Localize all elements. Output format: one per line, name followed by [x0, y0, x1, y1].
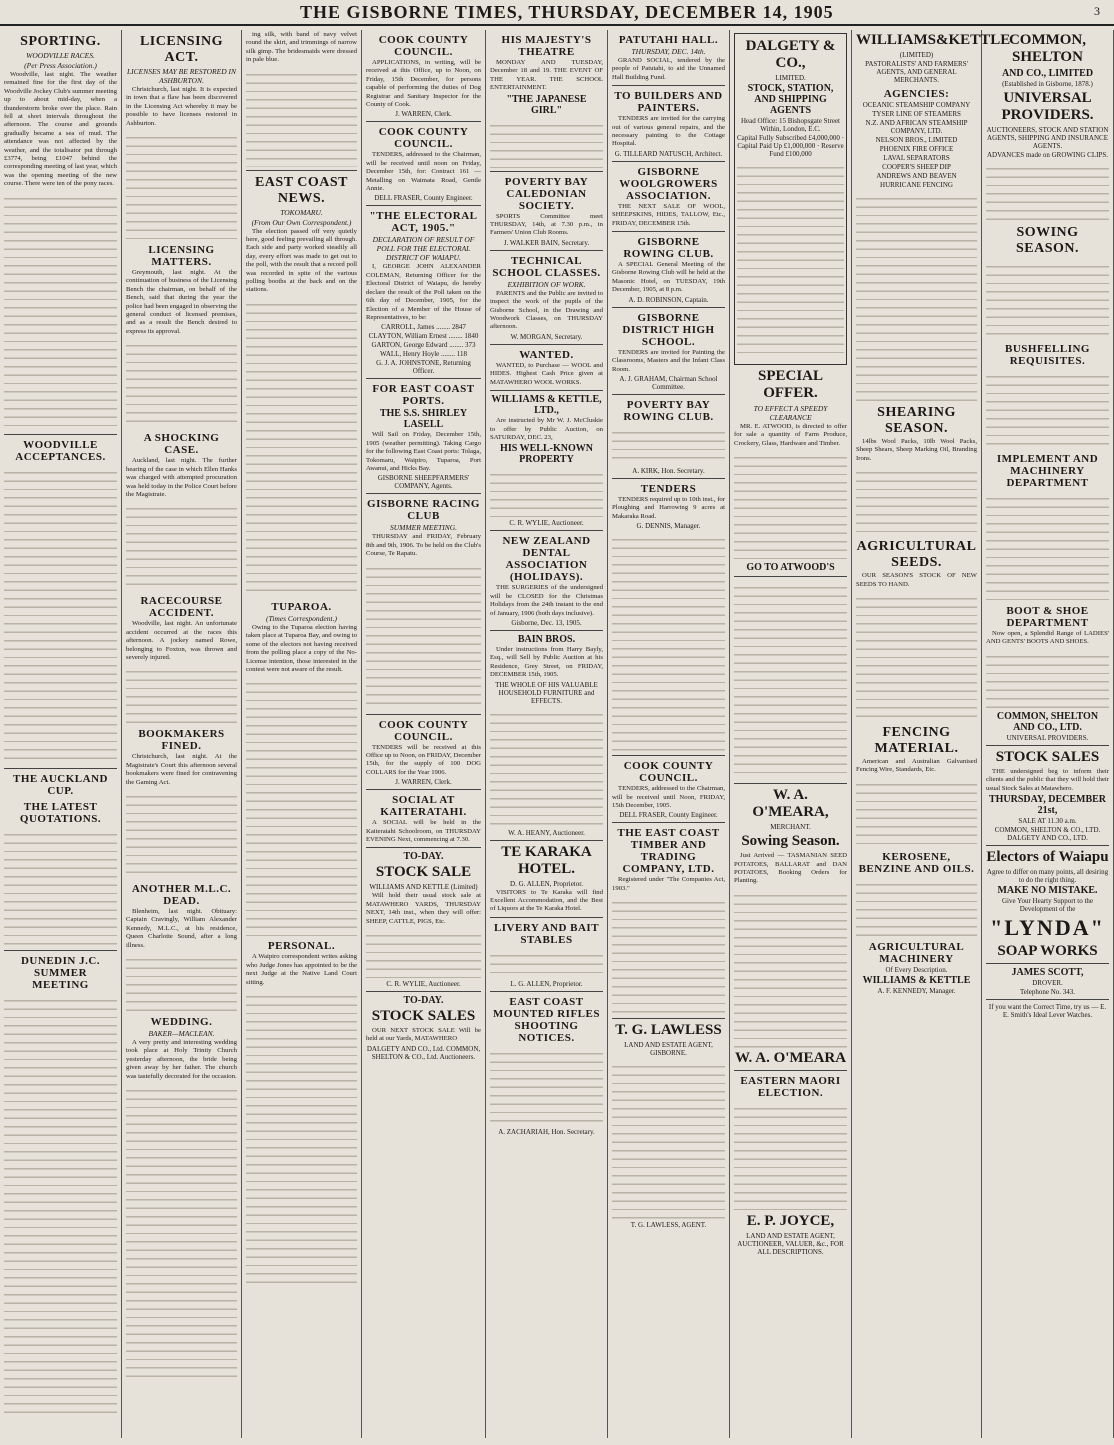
- electors-body: Agree to differ on many points, all desiring to do the right thing.: [986, 868, 1109, 885]
- east-coast-ports-title: FOR EAST COAST PORTS.: [372, 383, 475, 408]
- scott-title: JAMES SCOTT,: [1011, 967, 1084, 979]
- bookmakers-heading: BOOKMAKERS FINED.: [138, 728, 225, 753]
- column-notices: [362, 30, 486, 1438]
- electoral-act-body: I, GEORGE JOHN ALEXANDER COLEMAN, Returning Officer for the Electoral District of Waiapu, do hereby declare the result of the Poll taken on the 6th day of December, 1905, for the Election of a Member of the House of Representatives, to be:: [366, 263, 481, 321]
- ship-name: THE S.S. SHIRLEY LASELL: [379, 408, 468, 431]
- east-coast-news-heading: EAST COAST NEWS.: [254, 174, 349, 206]
- universal-providers-body: AUCTIONEERS, STOCK AND STATION AGENTS, SHIPPING AND INSURANCE AGENTS.: [986, 126, 1109, 150]
- cook-county-tender-sign: DELL FRASER, County Engineer.: [374, 194, 473, 203]
- machinery-subtitle: Of Every Description.: [885, 965, 948, 974]
- theatre-body: MONDAY AND TUESDAY, December 18 and 19. THE EVENT OF THE YEAR. THE SCHOOL ENTERTAINMENT.: [490, 59, 603, 92]
- special-offer-subtitle: TO EFFECT A SPEEDY CLEARANCE: [753, 404, 828, 422]
- quotations-text: [4, 827, 117, 947]
- dalgety-line: STOCK, STATION, AND SHIPPING AGENTS: [747, 83, 834, 116]
- personal-heading: PERSONAL.: [267, 940, 336, 953]
- shearing-text: [856, 465, 977, 535]
- agency-item: OCEANIC STEAMSHIP COMPANY: [862, 101, 971, 109]
- bushfelling-title: BUSHFELLING REQUISITES.: [1005, 343, 1090, 367]
- licensing-subheading: LICENSES MAY BE RESTORED IN ASHBURTON.: [126, 67, 237, 85]
- racing-programme-text: [366, 561, 481, 711]
- tokomaru-text: [246, 297, 357, 597]
- cs-sowing-text: [986, 259, 1109, 339]
- race-results-text: [4, 191, 117, 431]
- mlc-dead-heading: ANOTHER M.L.C. DEAD.: [131, 882, 232, 907]
- tenders-title: TENDERS: [640, 482, 697, 495]
- cook-council-title: COOK COUNTY COUNCIL.: [623, 760, 714, 785]
- column-sporting: [0, 30, 122, 1438]
- racing-club-subtitle: SUMMER MEETING.: [389, 523, 458, 533]
- omeara-text: [734, 888, 847, 1048]
- stock-sale-today: TO-DAY.: [403, 851, 444, 863]
- candidate-row: CARROLL, James ........ 2847: [381, 323, 466, 332]
- woodville-races-subheading: WOODVILLE RACES.: [26, 51, 95, 60]
- special-offer-sign: GO TO ATWOOD'S: [746, 562, 835, 574]
- press-credit: (Per Press Association.): [24, 61, 97, 70]
- tuparoa-report: Owing to the Tuparoa election having taken place at Tuparoa Bay, and owing to some of the electors not having received from the polling place a copy of the No-License intention, those interested in the contest were not aware of the result.: [246, 623, 357, 673]
- wk-subtitle: (LIMITED): [899, 51, 934, 59]
- wanted-title: WANTED.: [519, 348, 574, 361]
- soap-works-title: SOAP WORKS: [997, 943, 1098, 960]
- auction-firm: WILLIAMS & KETTLE, LTD.,: [491, 394, 602, 417]
- joyce-subtitle: LAND AND ESTATE AGENT, AUCTIONEER, VALUER, &c., FOR ALL DESCRIPTIONS.: [737, 1231, 844, 1256]
- auction-body: Are instructed by Mr W. J. McCluskie to offer by Public Auction, on SATURDAY, DEC. 23,: [490, 417, 603, 441]
- classified-text-2: [734, 580, 847, 780]
- wanted-body: WANTED, to Purchase — WOOL and HIDES. Highest Cash Price given at MATAWHERO WOOL WORKS.: [490, 361, 603, 386]
- wedding-subheading: BAKER—MACLEAN.: [148, 1029, 215, 1038]
- cs-title: COMMON, SHELTON: [1008, 32, 1087, 65]
- woolgrowers-title: GISBORNE WOOLGROWERS ASSOCIATION.: [619, 165, 718, 202]
- woolgrowers-body: THE NEXT SALE OF WOOL, SHEEPSKINS, HIDES, TALLOW, Etc., FRIDAY, DECEMBER 15th.: [612, 202, 725, 227]
- livery-title: LIVERY AND BAIT STABLES: [493, 921, 600, 946]
- shocking-case-heading: A SHOCKING CASE.: [143, 432, 220, 457]
- agency-item: N.Z. AND AFRICAN STEAMSHIP COMPANY, LTD.: [865, 119, 968, 135]
- licensing-matters-heading: LICENSING MATTERS.: [148, 244, 215, 269]
- dental-title: NEW ZEALAND DENTAL ASSOCIATION (HOLIDAYS).: [502, 535, 591, 584]
- wedding-continued: ing silk, with band of navy velvet round the skirt, and trimmings of narrow silk gimp. The bridesmaids were dressed in pale blue.: [246, 31, 357, 64]
- lawless-title: T. G. LAWLESS: [615, 1022, 722, 1039]
- tokomaru-subheading: TOKOMARU.: [280, 207, 323, 217]
- builders-sign: G. TILLEARD NATUSCH, Architect.: [614, 149, 723, 158]
- universal-providers-title: UNIVERSAL PROVIDERS.: [1001, 90, 1094, 123]
- builders-body: TENDERS are invited for the carrying out of various general repairs, and the necessary painting to the Cottage Hospital.: [612, 115, 725, 148]
- dog-collars-sign: J. WARREN, Clerk.: [395, 778, 452, 787]
- dalgety-ad: [734, 33, 847, 365]
- cs-stock-sales-sign: COMMON, SHELTON & CO., LTD. DALGETY AND CO., LTD.: [994, 826, 1101, 843]
- cs2-subtitle: UNIVERSAL PROVIDERS.: [1006, 733, 1089, 742]
- boot-body: Now open, a Splendid Range of LADIES' AND GENTS' BOOTS AND SHOES.: [986, 630, 1109, 646]
- stock-sale-list: [366, 928, 481, 978]
- lynda-title: "LYNDA": [990, 915, 1105, 941]
- cook-county-notice-sign: J. WARREN, Clerk.: [395, 110, 452, 119]
- give-support-line: Give Your Hearty Support to the Development of the: [1002, 897, 1093, 914]
- advances-line: ADVANCES made on GROWING CLIPS.: [986, 151, 1108, 159]
- column-common-shelton: [982, 30, 1114, 1438]
- dalgety-office: Head Office: 15 Bishopsgate Street Within, London, E.C.: [740, 117, 840, 133]
- karaka-title: TE KARAKA HOTEL.: [501, 843, 592, 877]
- licensing-report: Christchurch, last night. It is expected in town that a flaw has been discovered in the Licensing Act whereby it may be possible to have licenses restored in Ashburton.: [126, 86, 237, 127]
- rifles-title: EAST COAST MOUNTED RIFLES SHOOTING NOTICES.: [493, 995, 600, 1044]
- column-east-coast: [242, 30, 362, 1438]
- rowing-body: A SPECIAL General Meeting of the Gisborne Rowing Club will be held at the Masonic Hotel, on TUESDAY, 19th December, 1905, at 8 p.m.: [612, 261, 725, 294]
- implement-title: IMPLEMENT AND MACHINERY DEPARTMENT: [996, 453, 1099, 489]
- agri-seeds-title: AGRICULTURAL SEEDS.: [856, 539, 977, 571]
- agri-seeds-body: OUR SEASON'S STOCK OF NEW SEEDS TO HAND.: [856, 572, 977, 588]
- lawless-listings: [612, 1059, 725, 1219]
- shearing-body: 14lbs Wool Packs, 10lb Wool Packs, Sheep Shears, Sheep Marking Oil, Branding Irons.: [856, 438, 977, 462]
- cook-county-notice-body: APPLICATIONS, in writing, will be received at this Office, up to Noon, on Friday, 15th December, for persons capable of performing the duties of Dog Registrar and Sanitary Inspector for the County of Cook.: [366, 59, 481, 109]
- omeara-subtitle: MERCHANT.: [770, 823, 811, 832]
- theatre-title: HIS MAJESTY'S THEATRE: [501, 34, 592, 58]
- cook-county-tender-title: COOK COUNTY COUNCIL.: [378, 126, 469, 151]
- agency-item: ANDREWS AND BEAVEN: [876, 172, 957, 180]
- newspaper-title: THE GISBORNE TIMES, THURSDAY, DECEMBER 14, 1905: [300, 2, 834, 22]
- bain-items: THE WHOLE OF HIS VALUABLE HOUSEHOLD FURNITURE and EFFECTS.: [495, 680, 598, 705]
- bookmakers-report: Christchurch, last night. At the Magistrate's Court this afternoon several bookmakers were fined for contravening the Gaming Act.: [126, 753, 237, 786]
- cs-stock-sales-title: STOCK SALES: [995, 748, 1100, 765]
- caledonian-sign: J. WALKER BAIN, Secretary.: [503, 238, 590, 247]
- agency-item: HURRICANE FENCING: [880, 181, 953, 189]
- dalgety-title: DALGETY & CO.,: [745, 38, 836, 71]
- scott-telephone: Telephone No. 343.: [1019, 988, 1076, 997]
- agencies-text: [856, 191, 977, 401]
- auction-property: HIS WELL-KNOWN PROPERTY: [500, 443, 593, 466]
- cs-stock-sales-body: THE undersigned beg to inform their clients and the public that they will hold their usual Stock Sales at Matawhero.: [986, 767, 1109, 792]
- social-body: A SOCIAL will be held in the Kaiteratahi Schoolroom, on THURSDAY EVENING Next, commencing at 7.30.: [366, 819, 481, 843]
- karaka-body: VISITORS to Te Karaka will find Excellent Accommodation, and the Best of Liquors at the Te Karaka Hotel.: [490, 888, 603, 913]
- cs-stock-sales-date: THURSDAY, DECEMBER 21st,: [988, 794, 1107, 817]
- builders-title: TO BUILDERS AND PAINTERS.: [614, 90, 723, 115]
- boot-title: BOOT & SHOE DEPARTMENT: [1006, 605, 1089, 629]
- mlc-dead-report: Blenheim, last night. Obituary: Captain Cravingly, William Alexander Kennedy, M.L.C., at his residence, Queen Charlotte Sound, after a long illness.: [126, 907, 237, 949]
- fencing-body: American and Australian Galvanised Fencing Wire, Standards, Etc.: [856, 758, 977, 774]
- lawless-sign: T. G. LAWLESS, AGENT.: [630, 1221, 707, 1230]
- cs-sowing-title: SOWING SEASON.: [1015, 225, 1080, 256]
- bain-sign: W. A. HEANY, Auctioneer.: [508, 828, 585, 837]
- personal-text: [246, 989, 357, 1289]
- patutahi-title: PATUTAHI HALL.: [618, 34, 719, 46]
- shocking-case-report: Auckland, last night. The further hearing of the case in which Ellen Hanks was charged with attempted procuration was held today in the Police Court before the Magistrate.: [126, 457, 237, 498]
- candidate-row: WALL, Henry Hoyle ........ 118: [379, 350, 468, 359]
- electoral-act-sign: G. J. A. JOHNSTONE, Returning Officer.: [376, 359, 471, 376]
- ports-body: Will Sail on Friday, December 15th, 1905 (weather permitting). Taking Cargo for the following East Coast ports: Tolaga, Tokomaru, Waipiro, Tuparoa, Port Awanui, and Hicks Bay.: [366, 431, 481, 472]
- shocking-case-text: [126, 501, 237, 591]
- machinery-title: AGRICULTURAL MACHINERY: [868, 940, 965, 965]
- joyce-title: E. P. JOYCE,: [746, 1212, 835, 1229]
- licensing-matters-text: [126, 338, 237, 428]
- masthead: [0, 0, 1114, 26]
- special-offer-title: SPECIAL OFFER.: [757, 368, 824, 401]
- licensing-act-heading: LICENSING ACT.: [139, 34, 224, 65]
- cs-subtitle: AND CO., LIMITED: [1001, 68, 1094, 79]
- bain-body: Under instructions from Harry Bayly, Esq., will Sell by Public Auction at his Residence, Grey Street, on FRIDAY, DECEMBER 15th, 1905.: [490, 645, 603, 679]
- omeara-sign: W. A. O'MEARA: [734, 1049, 847, 1066]
- special-offer-body: MR. E. ATWOOD, is directed to offer for sale a quantity of Farm Produce, Crockery, Glass, Hardware and Timber.: [734, 423, 847, 447]
- cook-county-notice-title: COOK COUNTY COUNCIL.: [378, 34, 469, 58]
- sowing-season-body: Just Arrived — TASMANIAN SEED POTATOES, BALLARAT and DAN POTATOES, Booking Orders for Planting.: [734, 852, 847, 885]
- dalgety-capital: Capital Fully Subscribed £4,000,000 · Capital Paid Up £1,000,000 · Reserve Fund £100,000: [737, 134, 844, 158]
- dental-date: Gisborne, Dec. 13, 1905.: [511, 618, 582, 627]
- fencing-text: [856, 777, 977, 847]
- stock-sales-today: TO-DAY.: [403, 995, 444, 1007]
- theatre-text: [490, 118, 603, 168]
- wk2-sign: A. F. KENNEDY, Manager.: [877, 986, 956, 995]
- licensing-matters-report: Greymouth, last night. At the continuation of business of the Licensing Bench the chairman, on behalf of the Bench, said that during the year the police had been engaged in observing the general conduct of licensed premises, and as a result the Bench desired to express its approval.: [126, 269, 237, 335]
- cs-established: (Established in Gisborne, 1878.): [1002, 80, 1093, 88]
- rowing-sign: A. D. ROBINSON, Captain.: [628, 295, 709, 304]
- karaka-proprietor: D. G. ALLEN, Proprietor.: [510, 879, 583, 888]
- auckland-cup-heading: THE AUCKLAND CUP.: [13, 772, 108, 797]
- kerosene-text: [856, 877, 977, 937]
- rifles-text: [490, 1046, 603, 1126]
- classified-text: [612, 532, 725, 752]
- racecourse-accident-report: Woodville, last night. An unfortunate accident occurred at the races this afternoon. A jockey named Rowe, belonging to Foxton, was thrown and severely injured.: [126, 620, 237, 661]
- column-licensing: [122, 30, 242, 1438]
- racing-club-title: GISBORNE RACING CLUB: [367, 498, 480, 523]
- stock-sales-title: STOCK SALES: [371, 1008, 476, 1025]
- personal-report: A Waipiro correspondent writes asking who Judge Jones has appointed to be the next Judge at the Native Land Court sitting.: [246, 953, 357, 986]
- omeara-title: W. A. O'MEARA,: [752, 787, 829, 821]
- candidate-row: GARTON, George Edward ........ 373: [371, 341, 476, 350]
- wk-title: WILLIAMS&KETTLE: [856, 32, 1011, 48]
- lawless-subtitle: LAND AND ESTATE AGENT, GISBORNE.: [624, 1041, 713, 1058]
- acceptances-heading: WOODVILLE ACCEPTANCES.: [15, 438, 106, 463]
- racecourse-text: [126, 664, 237, 724]
- wk2-title: WILLIAMS & KETTLE: [862, 974, 971, 986]
- maori-election-text: [734, 1101, 847, 1211]
- caledonian-title: POVERTY BAY CALEDONIAN SOCIETY.: [504, 175, 589, 212]
- social-title: SOCIAL AT KAITERATAHI.: [380, 794, 467, 819]
- technical-title: TECHNICAL SCHOOL CLASSES.: [492, 254, 601, 279]
- technical-sign: W. MORGAN, Secretary.: [510, 332, 583, 341]
- cook-county-tender-body: TENDERS, addressed to the Chairman, will be received until noon on Friday, December 15th, for: Contract 161 — Metalling on Waimata Road, Gentle Annie.: [366, 151, 481, 193]
- cs-text: [986, 161, 1109, 221]
- licensing-text: [126, 130, 237, 240]
- dental-body: THE SURGERIES of the undersigned will be CLOSED for the Christmas Holidays from the 24th instant to the end of January, 1906 (both days inclusive).: [490, 584, 603, 617]
- stock-sale-body: Will hold their usual stock sale at MATAWHERO YARDS, THURSDAY NEXT, 14th inst., when they will offer: SHEEP, CATTLE, PIGS, Etc.: [366, 892, 481, 925]
- ports-sign: GISBORNE SHEEPFARMERS' COMPANY, Agents.: [377, 474, 470, 491]
- maori-election-title: EASTERN MAORI ELECTION.: [740, 1074, 841, 1099]
- technical-body: PARENTS and the Public are invited to inspect the work of the pupils of the Gisborne School, in the Drawing and Woodwork Classes, on THURSDAY afternoon.: [490, 289, 603, 331]
- agencies-title: AGENCIES:: [883, 88, 950, 100]
- wk-line: PASTORALISTS' AND FARMERS' AGENTS, AND GENERAL MERCHANTS.: [865, 60, 968, 84]
- agency-item: NELSON BROS., LIMITED: [875, 136, 958, 144]
- woodville-report: Woodville, last night. The weather remained fine for the first day of the Woodville Jockey Club's summer meeting up to about mid-day, when a thunderstorm broke over the place. Rain fell at short intervals throughout the afternoon. The course and grounds gradually became a sea of mud. The attendance was not affected by the weather, and the totalisator put through £3774, being £1047 behind the corresponding meeting of last year, which was the opening meeting of the new course. There were ten of the pony races.: [4, 71, 117, 188]
- mlc-text: [126, 952, 237, 1012]
- electoral-act-subtitle: DECLARATION OF RESULT OF POLL FOR THE ELECTORAL DISTRICT OF WAIAPU.: [372, 235, 475, 263]
- stock-sales-body: OUR NEXT STOCK SALE Will be held at our Yards, MATAWHERO: [366, 1027, 481, 1043]
- tuparoa-heading: TUPAROA.: [271, 600, 332, 613]
- patutahi-date: THURSDAY, DEC. 14th.: [631, 47, 706, 56]
- sowing-season-title: Sowing Season.: [741, 833, 840, 850]
- latest-quotations-heading: THE LATEST QUOTATIONS.: [19, 800, 102, 825]
- stock-sale-firm: WILLIAMS AND KETTLE (Limited): [369, 883, 478, 892]
- tenders-body: TENDERS required up to 10th inst., for Ploughing and Harrowing 9 acres at Makaraka Road.: [612, 495, 725, 520]
- tokomaru-report: The election passed off very quietly here, good feeling prevailing all through. Each side and party worked steadily all day, every effort was made to get out to the poll, with the result that a record poll was recorded in spite of the various polling booths at the back and on the stations.: [246, 227, 357, 294]
- shearing-title: SHEARING SEASON.: [877, 405, 956, 436]
- timber-text: [612, 895, 725, 1015]
- wedding-heading: WEDDING.: [150, 1016, 213, 1028]
- cook-council-sign: DELL FRASER, County Engineer.: [619, 811, 718, 820]
- dog-collars-title: COOK COUNTY COUNCIL.: [378, 718, 469, 743]
- tuparoa-credit: (Times Correspondent.): [266, 613, 337, 623]
- bushfelling-text: [986, 369, 1109, 449]
- wedding-text: [126, 1083, 237, 1383]
- sporting-heading: SPORTING.: [20, 34, 101, 49]
- pb-rowing-text: [612, 425, 725, 465]
- stock-sale-sign: C. R. WYLIE, Auctioneer.: [386, 980, 461, 989]
- column-williams-kettle: [852, 30, 1011, 1438]
- acceptances-text: [4, 465, 117, 765]
- fencing-title: FENCING MATERIAL.: [874, 725, 959, 757]
- tuparoa-text: [246, 676, 357, 936]
- candidate-row: CLAYTON, William Ernest ........ 1840: [368, 332, 479, 341]
- racecourse-accident-heading: RACECOURSE ACCIDENT.: [140, 595, 223, 620]
- pb-rowing-title: POVERTY BAY ROWING CLUB.: [623, 398, 714, 423]
- cook-council-body: TENDERS, addressed to the Chairman, will be received until Noon, FRIDAY, 15th December, 1905.: [612, 785, 725, 809]
- watch-footer: If you want the Correct Time, try us — E. E. Smith's Ideal Lever Watches.: [988, 1003, 1107, 1020]
- column-dalgety: [730, 30, 852, 1438]
- cs2-title: COMMON, SHELTON AND CO., LTD.: [996, 710, 1099, 733]
- dalgety-text: [737, 160, 844, 360]
- scott-subtitle: DROVER.: [1032, 979, 1063, 988]
- make-no-mistake: MAKE NO MISTAKE.: [997, 885, 1098, 897]
- wedding-report: A very pretty and interesting wedding took place at Holy Trinity Church yesterday afternoon, the bride being given away by her father. The church was tastefully decorated for the occasion.: [126, 1039, 237, 1080]
- implement-text: [986, 491, 1109, 601]
- cs-stock-sales-time: SALE AT 11.30 a.m.: [1018, 817, 1077, 826]
- bain-list: [490, 707, 603, 827]
- racing-club-body: THURSDAY and FRIDAY, February 8th and 9th, 1906. To be held on the Club's Course, Te Rapatu.: [366, 533, 481, 558]
- column-patutahi: [608, 30, 730, 1438]
- agri-seeds-text: [856, 591, 977, 721]
- high-school-body: TENDERS are invited for Painting the Classrooms, Masters and the Infant Class Room.: [612, 348, 725, 373]
- agency-item: PHOENIX FIRE OFFICE: [879, 145, 954, 153]
- electoral-act-title: "THE ELECTORAL ACT, 1905.": [369, 210, 478, 235]
- agency-item: LAVAL SEPARATORS: [883, 154, 950, 162]
- electors-title: Electors of Waiapu: [986, 849, 1109, 866]
- kerosene-title: KEROSENE, BENZINE AND OILS.: [858, 850, 975, 875]
- patutahi-body: GRAND SOCIAL, tendered by the people of Patutahi, to aid the Unnamed Hall Building Fund.: [612, 57, 725, 81]
- technical-subtitle: EXHIBITION OF WORK.: [507, 279, 586, 289]
- dunedin-text: [4, 993, 117, 1413]
- auction-sign: C. R. WYLIE, Auctioneer.: [509, 519, 584, 528]
- bain-title: BAIN BROS.: [517, 633, 576, 645]
- rowing-title: GISBORNE ROWING CLUB.: [623, 236, 714, 261]
- livery-sign: L. G. ALLEN, Proprietor.: [510, 979, 583, 988]
- special-offer-text: [734, 450, 847, 560]
- tokomaru-credit: (From Our Own Correspondent.): [251, 217, 352, 227]
- wedding-continued-text: [246, 67, 357, 167]
- dog-collars-body: TENDERS will be received at this Office up to Noon, on FRIDAY, December 15th, for the supply of 100 DOG COLLARS for the Year 1906.: [366, 743, 481, 776]
- dunedin-heading: DUNEDIN J.C. SUMMER MEETING: [20, 954, 101, 991]
- timber-title: THE EAST COAST TIMBER AND TRADING COMPANY, LTD.: [617, 827, 720, 876]
- tenders-sign: G. DENNIS, Manager.: [636, 522, 701, 531]
- livery-text: [490, 948, 603, 978]
- rifles-sign: A. ZACHARIAH, Hon. Secretary.: [498, 1127, 595, 1136]
- high-school-sign: A. J. GRAHAM, Chairman School Committee.: [619, 374, 718, 391]
- stock-sales-sign: DALGETY AND CO., Ltd. COMMON, SHELTON & CO., Ltd. Auctioneers.: [366, 1044, 481, 1061]
- caledonian-body: SPORTS Committee meet THURSDAY, 14th, at 7.30 p.m., in Farmers' Union Club Rooms.: [490, 212, 603, 237]
- boot-text: [986, 649, 1109, 709]
- auction-text: [490, 467, 603, 517]
- column-theatre: [486, 30, 608, 1438]
- agency-item: TYSER LINE OF STEAMERS: [872, 110, 961, 118]
- pb-rowing-sign: A. KIRK, Hon. Secretary.: [632, 466, 705, 475]
- timber-body: Registered under "The Companies Act, 1903.": [612, 876, 725, 892]
- theatre-show: "THE JAPANESE GIRL": [506, 93, 587, 116]
- dalgety-subtitle: LIMITED.: [775, 74, 806, 82]
- agency-item: COOPER'S SHEEP DIP: [882, 163, 951, 171]
- page-number: 3: [1094, 4, 1100, 18]
- stock-sale-title: STOCK SALE: [375, 864, 472, 881]
- bookmakers-text: [126, 789, 237, 879]
- high-school-title: GISBORNE DISTRICT HIGH SCHOOL.: [622, 311, 715, 348]
